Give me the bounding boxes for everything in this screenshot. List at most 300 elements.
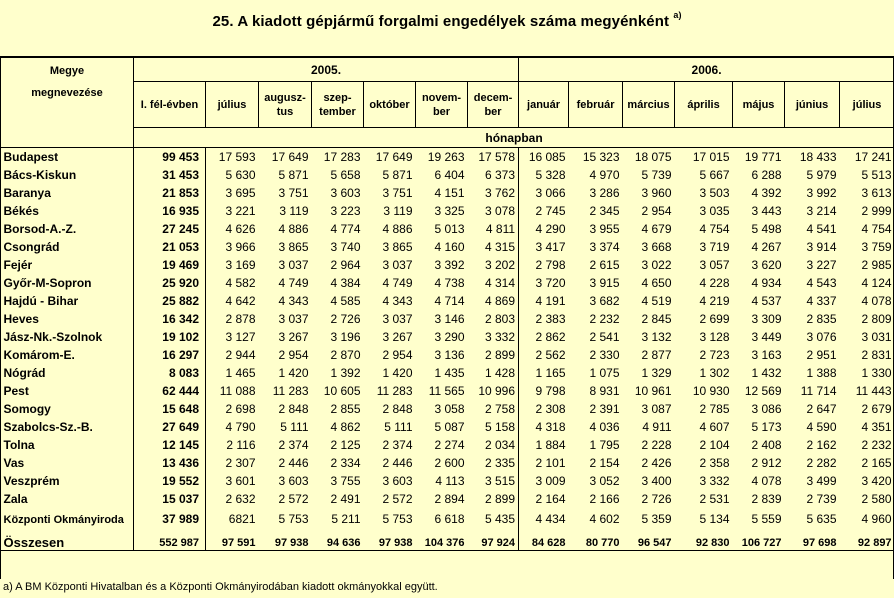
value-cell: 8 931: [589, 384, 620, 398]
value-cell: 17 283: [323, 150, 361, 164]
value-cell: 2 162: [806, 438, 837, 452]
value-cell: 11 088: [219, 384, 256, 398]
value-cell: 97 698: [785, 532, 840, 551]
value-cell: 4 267: [751, 240, 782, 254]
value-cell: 4 754: [861, 222, 892, 236]
county-name-cell: Nógrád: [1, 364, 134, 382]
value-cell: 2 572: [278, 492, 309, 506]
value-cell: 5 498: [751, 222, 782, 236]
value-cell: 2 954: [382, 348, 413, 362]
month-header: április: [675, 82, 733, 128]
month-header: decem-ber: [468, 82, 519, 128]
month-header: február: [569, 82, 623, 128]
value-cell: 3 119: [383, 204, 413, 218]
table-row: [1, 310, 894, 328]
table-title-text: 25. A kiadott gépjármű forgalmi engedélyek száma megyénként: [212, 13, 670, 30]
value-cell: 3 037: [382, 258, 413, 272]
value-cell: 3 503: [699, 186, 730, 200]
value-cell: 3 740: [330, 240, 361, 254]
value-cell: 3 057: [699, 258, 730, 272]
value-cell: 2 803: [468, 310, 519, 328]
value-cell: 5 739: [641, 168, 672, 182]
value-cell: 5 871: [278, 168, 309, 182]
value-cell: 11 283: [272, 384, 309, 398]
value-cell: 4 543: [806, 276, 837, 290]
value-cell: 4 790: [225, 420, 256, 434]
value-cell: 2 632: [225, 492, 256, 506]
value-cell: 3 031: [861, 330, 892, 344]
value-cell: 3 449: [751, 330, 782, 344]
month-header: október: [364, 82, 416, 128]
county-name-cell: Veszprém: [1, 472, 134, 490]
value-cell: 4 607: [699, 420, 730, 434]
value-cell: 3 119: [279, 204, 309, 218]
half-year-cell: 25 920: [134, 274, 206, 292]
value-cell: 4 124: [861, 276, 892, 290]
value-cell: 4 343: [382, 294, 413, 308]
value-cell: 4 886: [382, 222, 413, 236]
value-cell: 2 228: [641, 438, 672, 452]
value-cell: 2 877: [641, 348, 672, 362]
value-cell: 2 116: [226, 438, 256, 452]
value-cell: 5 635: [806, 512, 837, 526]
value-cell: 3 227: [806, 258, 837, 272]
value-cell: 2 809: [861, 312, 892, 326]
value-cell: 3 865: [278, 240, 309, 254]
county-name-cell: Budapest: [1, 148, 134, 167]
value-cell: 10 605: [323, 384, 361, 398]
half-year-cell: 62 444: [134, 382, 206, 400]
value-cell: 2 951: [806, 348, 837, 362]
value-cell: 4 290: [535, 222, 566, 236]
value-cell: 2 698: [225, 402, 256, 416]
value-cell: 2 232: [589, 312, 620, 326]
value-cell: 18 433: [799, 150, 837, 164]
value-cell: 5 658: [330, 168, 361, 182]
value-cell: 5 111: [384, 420, 413, 434]
value-cell: 4 537: [751, 294, 782, 308]
value-cell: 4 582: [225, 276, 256, 290]
table-row: [1, 346, 894, 364]
value-cell: 3 267: [382, 330, 413, 344]
value-cell: 3 136: [434, 348, 465, 362]
value-cell: 5 559: [751, 512, 782, 526]
county-name-cell: Bács-Kiskun: [1, 166, 134, 184]
value-cell: 2 562: [535, 348, 566, 362]
half-year-cell: 19 552: [134, 472, 206, 490]
table-row: [1, 220, 894, 238]
value-cell: 3 515: [468, 472, 519, 490]
value-cell: 5 111: [280, 420, 309, 434]
county-name-cell: Központi Okmányiroda: [1, 508, 134, 532]
value-cell: 2 647: [806, 402, 837, 416]
county-name-cell: Zala: [1, 490, 134, 508]
value-cell: 3 392: [434, 258, 465, 272]
county-name-cell: Összesen: [1, 532, 134, 551]
value-cell: 4 749: [382, 276, 413, 290]
table-row: [1, 328, 894, 346]
value-cell: 2 374: [278, 438, 309, 452]
half-year-cell: 16 297: [134, 346, 206, 364]
value-cell: 4 078: [751, 474, 782, 488]
value-cell: 11 443: [855, 384, 892, 398]
county-name-cell: Somogy: [1, 400, 134, 418]
county-name-cell: Baranya: [1, 184, 134, 202]
value-cell: 5 134: [699, 512, 730, 526]
value-cell: 2 848: [278, 402, 309, 416]
value-cell: 3 914: [806, 240, 837, 254]
value-cell: 2 580: [861, 492, 892, 506]
value-cell: 3 214: [806, 204, 837, 218]
value-cell: 3 762: [468, 184, 519, 202]
value-cell: 17 578: [468, 148, 519, 167]
value-cell: 5 359: [641, 512, 672, 526]
value-cell: 5 013: [434, 222, 465, 236]
value-cell: 11 714: [800, 384, 837, 398]
value-cell: 4 590: [806, 420, 837, 434]
value-cell: 1 302: [699, 366, 730, 380]
value-cell: 3 066: [535, 186, 566, 200]
table-row: [1, 238, 894, 256]
county-name-cell: Békés: [1, 202, 134, 220]
value-cell: 5 753: [382, 512, 413, 526]
table-row: [1, 382, 894, 400]
value-cell: 1 388: [806, 366, 837, 380]
value-cell: 4 934: [751, 276, 782, 290]
value-cell: 1 330: [861, 366, 892, 380]
county-name-cell: Szabolcs-Sz.-B.: [1, 418, 134, 436]
value-cell: 17 241: [854, 150, 892, 164]
value-cell: 11 283: [376, 384, 413, 398]
value-cell: 4 318: [535, 420, 566, 434]
year-header-2006: 2006.: [519, 58, 894, 82]
table-row: [1, 532, 894, 551]
value-cell: 17 593: [218, 150, 256, 164]
column-header-megye: Megye megnevezése: [1, 58, 134, 148]
value-cell: 2 426: [641, 456, 672, 470]
value-cell: 2 572: [382, 492, 413, 506]
value-cell: 4 191: [535, 294, 566, 308]
value-cell: 4 714: [434, 294, 465, 308]
value-cell: 3 163: [751, 348, 782, 362]
value-cell: 4 228: [699, 276, 730, 290]
half-year-cell: 13 436: [134, 454, 206, 472]
value-cell: 2 335: [468, 454, 519, 472]
value-cell: 3 755: [330, 474, 361, 488]
table-row: [1, 400, 894, 418]
half-year-cell: 15 648: [134, 400, 206, 418]
county-name-cell: Fejér: [1, 256, 134, 274]
month-header: július: [840, 82, 894, 128]
table-row: [1, 256, 894, 274]
table-row: [1, 148, 894, 167]
value-cell: 4 602: [589, 512, 620, 526]
value-cell: 19 771: [744, 150, 782, 164]
value-cell: 3 720: [535, 276, 566, 290]
value-cell: 3 751: [278, 186, 309, 200]
table-row: [1, 436, 894, 454]
value-cell: 2 446: [278, 456, 309, 470]
value-cell: 2 839: [751, 492, 782, 506]
value-cell: 2 899: [468, 490, 519, 508]
value-cell: 2 600: [434, 456, 465, 470]
value-cell: 2 383: [535, 312, 566, 326]
value-cell: 3 169: [225, 258, 256, 272]
value-cell: 2 531: [699, 492, 730, 506]
half-year-cell: 99 453: [134, 148, 206, 167]
value-cell: 5 211: [331, 512, 361, 526]
month-header: január: [519, 82, 569, 128]
value-cell: 4 679: [641, 222, 672, 236]
value-cell: 2 726: [641, 492, 672, 506]
half-year-cell: 12 145: [134, 436, 206, 454]
value-cell: 2 101: [535, 456, 566, 470]
value-cell: 1 392: [330, 366, 361, 380]
value-cell: 5 513: [861, 168, 892, 182]
value-cell: 3 865: [382, 240, 413, 254]
value-cell: 1 165: [535, 366, 566, 380]
half-year-cell: 16 935: [134, 202, 206, 220]
table-row: [1, 508, 894, 532]
value-cell: 3 146: [434, 312, 465, 326]
value-cell: 3 960: [641, 186, 672, 200]
value-cell: 1 428: [468, 364, 519, 382]
table-title: [0, 6, 894, 33]
table-row: [1, 166, 894, 184]
value-cell: 3 417: [535, 240, 566, 254]
value-cell: 3 037: [278, 312, 309, 326]
value-cell: 4 160: [434, 240, 465, 254]
table-row: [1, 292, 894, 310]
value-cell: 2 679: [861, 402, 892, 416]
value-cell: 84 628: [519, 532, 569, 551]
value-cell: 4 650: [641, 276, 672, 290]
table-row: [1, 184, 894, 202]
value-cell: 4 585: [330, 294, 361, 308]
value-cell: 5 667: [699, 168, 730, 182]
value-cell: 4 626: [225, 222, 256, 236]
value-cell: 4 754: [699, 222, 730, 236]
value-cell: 1 420: [382, 366, 413, 380]
value-cell: 19 263: [427, 150, 465, 164]
table-row: [1, 472, 894, 490]
value-cell: 2 985: [861, 258, 892, 272]
value-cell: 80 770: [569, 532, 623, 551]
county-name-cell: Jász-Nk.-Szolnok: [1, 328, 134, 346]
value-cell: 3 992: [806, 186, 837, 200]
value-cell: 3 668: [641, 240, 672, 254]
value-cell: 1 465: [225, 366, 256, 380]
table-row: [1, 274, 894, 292]
month-header: június: [785, 82, 840, 128]
value-cell: 3 128: [699, 330, 730, 344]
month-header: július: [206, 82, 259, 128]
value-cell: 3 332: [699, 474, 730, 488]
half-year-cell: 16 342: [134, 310, 206, 328]
value-cell: 2 334: [330, 456, 361, 470]
value-cell: 3 759: [861, 240, 892, 254]
month-header: május: [733, 82, 785, 128]
value-cell: 3 132: [641, 330, 672, 344]
value-cell: 3 058: [434, 402, 465, 416]
value-cell: 5 328: [535, 168, 566, 182]
value-cell: 17 649: [375, 150, 413, 164]
value-cell: 3 052: [589, 474, 620, 488]
value-cell: 2 164: [535, 492, 566, 506]
value-cell: 6 404: [434, 168, 465, 182]
half-year-cell: 31 453: [134, 166, 206, 184]
value-cell: 3 196: [330, 330, 361, 344]
county-name-cell: Heves: [1, 310, 134, 328]
month-header: novem-ber: [416, 82, 468, 128]
half-year-cell: 8 083: [134, 364, 206, 382]
value-cell: 2 912: [751, 456, 782, 470]
value-cell: 2 345: [589, 204, 620, 218]
value-cell: 2 862: [535, 330, 566, 344]
value-cell: 4 519: [641, 294, 672, 308]
value-cell: 2 308: [535, 402, 566, 416]
value-cell: 4 384: [330, 276, 361, 290]
value-cell: 2 408: [751, 438, 782, 452]
value-cell: 17 015: [692, 150, 730, 164]
half-year-cell: 25 882: [134, 292, 206, 310]
table-row: [1, 454, 894, 472]
value-cell: 2 870: [330, 348, 361, 362]
value-cell: 5 630: [225, 168, 256, 182]
half-year-cell: 19 102: [134, 328, 206, 346]
value-cell: 3 086: [751, 402, 782, 416]
value-cell: 3 601: [225, 474, 256, 488]
value-cell: 3 035: [699, 204, 730, 218]
county-name-cell: Pest: [1, 382, 134, 400]
value-cell: 2 899: [468, 346, 519, 364]
value-cell: 3 127: [225, 330, 256, 344]
value-cell: 4 774: [330, 222, 361, 236]
value-cell: 97 938: [364, 532, 416, 551]
table-row: [1, 490, 894, 508]
value-cell: 2 723: [699, 348, 730, 362]
value-cell: 3 022: [641, 258, 672, 272]
half-year-cell: 552 987: [134, 532, 206, 551]
value-cell: 2 999: [861, 204, 892, 218]
value-cell: 4 970: [589, 168, 620, 182]
value-cell: 3 332: [468, 328, 519, 346]
value-cell: 2 831: [861, 348, 892, 362]
half-year-cell: 15 037: [134, 490, 206, 508]
value-cell: 4 113: [435, 474, 465, 488]
value-cell: 1 795: [589, 438, 620, 452]
value-cell: 4 749: [278, 276, 309, 290]
value-cell: 3 719: [699, 240, 730, 254]
title-footnote-marker: a): [673, 10, 682, 20]
value-cell: 4 315: [468, 238, 519, 256]
value-cell: 4 219: [699, 294, 730, 308]
value-cell: 3 267: [278, 330, 309, 344]
value-cell: 2 491: [330, 492, 361, 506]
value-cell: 3 078: [468, 202, 519, 220]
value-cell: 18 075: [634, 150, 672, 164]
table-row: [1, 418, 894, 436]
column-header-half-year: I. fél-évben: [134, 82, 206, 128]
value-cell: 92 830: [675, 532, 733, 551]
value-cell: 104 376: [416, 532, 468, 551]
value-cell: 3 309: [751, 312, 782, 326]
value-cell: 2 307: [225, 456, 256, 470]
month-header: augusz-tus: [259, 82, 312, 128]
value-cell: 2 739: [806, 492, 837, 506]
value-cell: 4 541: [806, 222, 837, 236]
value-cell: 10 996: [468, 382, 519, 400]
half-year-cell: 37 989: [134, 508, 206, 532]
value-cell: 4 811: [468, 220, 519, 238]
value-cell: 4 151: [434, 186, 465, 200]
value-cell: 3 955: [589, 222, 620, 236]
value-cell: 2 125: [330, 438, 361, 452]
value-cell: 4 351: [861, 420, 892, 434]
value-cell: 3 374: [589, 240, 620, 254]
value-cell: 106 727: [733, 532, 785, 551]
value-cell: 2 845: [641, 312, 672, 326]
value-cell: 10 961: [634, 384, 672, 398]
value-cell: 2 855: [330, 402, 361, 416]
value-cell: 2 848: [382, 402, 413, 416]
value-cell: 3 037: [278, 258, 309, 272]
value-cell: 3 695: [225, 186, 256, 200]
value-cell: 3 443: [751, 204, 782, 218]
value-cell: 2 785: [699, 402, 730, 416]
value-cell: 1 884: [535, 438, 566, 452]
value-cell: 2 282: [806, 456, 837, 470]
value-cell: 1 329: [641, 366, 672, 380]
value-cell: 3 613: [861, 186, 892, 200]
value-cell: 4 886: [278, 222, 309, 236]
value-cell: 2 954: [278, 348, 309, 362]
value-cell: 6 618: [434, 512, 465, 526]
value-cell: 3 682: [589, 294, 620, 308]
half-year-cell: 21 853: [134, 184, 206, 202]
table-row: [1, 202, 894, 220]
value-cell: 2 034: [468, 436, 519, 454]
table-body: [1, 148, 894, 551]
value-cell: 1 432: [751, 366, 782, 380]
table-row: [1, 364, 894, 382]
value-cell: 96 547: [623, 532, 675, 551]
half-year-cell: 27 649: [134, 418, 206, 436]
value-cell: 3 076: [806, 330, 837, 344]
value-cell: 9 798: [535, 384, 566, 398]
value-cell: 5 979: [806, 168, 837, 182]
value-cell: 3 009: [535, 474, 566, 488]
value-cell: 12 569: [744, 384, 782, 398]
statistics-table: [0, 57, 894, 551]
value-cell: 4 869: [468, 292, 519, 310]
value-cell: 3 087: [641, 402, 672, 416]
value-cell: 3 603: [278, 474, 309, 488]
month-header: szep-tember: [312, 82, 364, 128]
value-cell: 2 835: [806, 312, 837, 326]
value-cell: 2 758: [468, 400, 519, 418]
value-cell: 3 400: [641, 474, 672, 488]
value-cell: 4 434: [535, 512, 566, 526]
value-cell: 97 924: [468, 532, 519, 551]
county-name-cell: Csongrád: [1, 238, 134, 256]
value-cell: 3 420: [861, 474, 892, 488]
value-cell: 3 751: [382, 186, 413, 200]
value-cell: 3 037: [382, 312, 413, 326]
value-cell: 4 343: [278, 294, 309, 308]
value-cell: 4 036: [589, 420, 620, 434]
value-cell: 2 330: [589, 348, 620, 362]
